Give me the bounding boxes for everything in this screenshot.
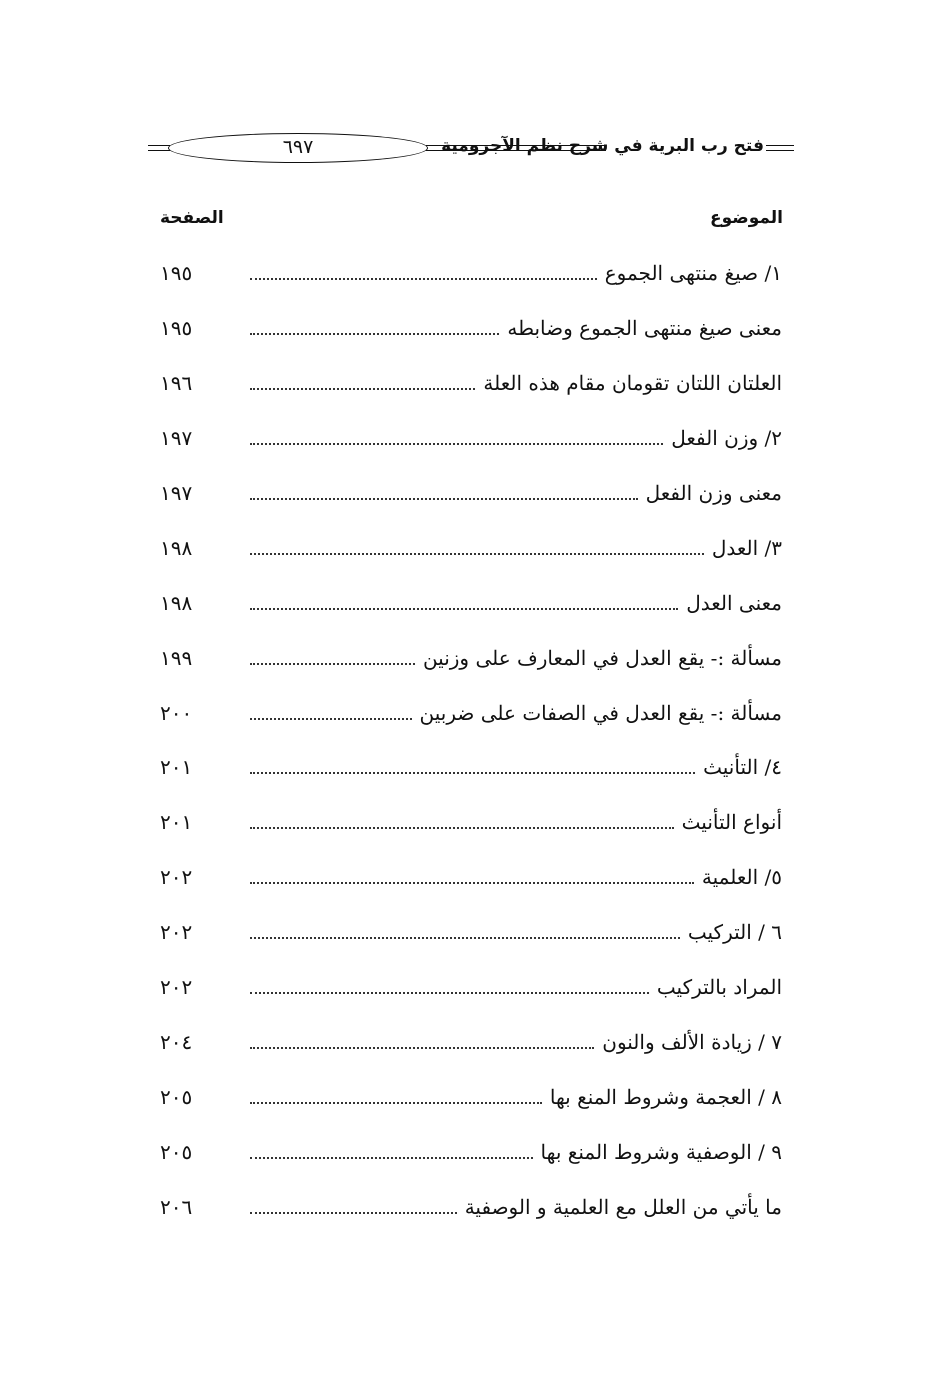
toc-entry-title: ٨ / العجمة وشروط المنع بها bbox=[549, 1084, 782, 1109]
toc-entry bbox=[160, 1124, 782, 1179]
toc-entry bbox=[160, 411, 782, 466]
toc-entry-title: ما يأتي من العلل مع العلمية و الوصفية bbox=[464, 1194, 782, 1219]
toc-entry-title: ٣/ العدل bbox=[711, 535, 782, 560]
toc-entry bbox=[160, 1179, 782, 1234]
toc-entry bbox=[160, 301, 782, 356]
toc-entry-title: ٥/ العلمية bbox=[701, 865, 782, 890]
dot-leader bbox=[250, 333, 499, 335]
dot-leader bbox=[250, 992, 649, 994]
toc-entry-page: ١٩٩ bbox=[160, 645, 193, 670]
toc-entry-title: المراد بالتركيب bbox=[656, 975, 782, 1000]
toc-entry-title: ٢/ وزن الفعل bbox=[671, 426, 782, 451]
dot-leader bbox=[250, 718, 412, 720]
toc-entry bbox=[160, 630, 782, 685]
toc-entry-page: ٢٠١ bbox=[160, 755, 193, 780]
toc-entry-page: ١٩٨ bbox=[160, 535, 193, 560]
toc-entry-title: ١/ صيغ منتهى الجموع bbox=[604, 261, 782, 286]
toc-entry bbox=[160, 246, 782, 301]
toc-entry-title: معنى صيغ منتهى الجموع وضابطه bbox=[507, 316, 782, 341]
toc-entry bbox=[160, 960, 782, 1015]
topic-column-heading: الموضوع bbox=[710, 208, 783, 228]
dot-leader bbox=[250, 1157, 533, 1159]
toc-entry-page: ١٩٥ bbox=[160, 261, 193, 286]
toc-entry-title: مسألة :- يقع العدل في المعارف على وزنين bbox=[422, 645, 782, 670]
page-number: ٦٩٧ bbox=[168, 133, 428, 163]
toc-entry bbox=[160, 1069, 782, 1124]
toc-entry bbox=[160, 905, 782, 960]
toc-entry bbox=[160, 685, 782, 740]
header-rule-right bbox=[766, 145, 794, 151]
toc-entry-page: ٢٠٦ bbox=[160, 1194, 193, 1219]
dot-leader bbox=[250, 1102, 542, 1104]
dot-leader bbox=[250, 772, 695, 774]
toc-entry-page: ١٩٥ bbox=[160, 316, 193, 341]
dot-leader bbox=[250, 443, 663, 445]
toc-entry bbox=[160, 575, 782, 630]
toc-entry-page: ٢٠٢ bbox=[160, 975, 193, 1000]
dot-leader bbox=[250, 882, 694, 884]
toc-entry-title: ٩ / الوصفية وشروط المنع بها bbox=[540, 1139, 782, 1164]
toc-entry-page: ١٩٧ bbox=[160, 426, 193, 451]
toc-entry-page: ٢٠٤ bbox=[160, 1029, 193, 1054]
toc-entry-page: ٢٠٥ bbox=[160, 1139, 193, 1164]
toc-entry bbox=[160, 466, 782, 521]
table-of-contents bbox=[160, 246, 782, 1234]
toc-entry bbox=[160, 740, 782, 795]
book-title: فتح رب البرية في شرح نظم الآجرومية bbox=[441, 136, 764, 156]
toc-entry-page: ٢٠٠ bbox=[160, 700, 193, 725]
toc-entry-title: العلتان اللتان تقومان مقام هذه العلة bbox=[483, 371, 782, 396]
dot-leader bbox=[250, 278, 597, 280]
running-header bbox=[148, 128, 794, 168]
dot-leader bbox=[250, 498, 638, 500]
toc-entry-title: ٧ / زيادة الألف والنون bbox=[602, 1029, 782, 1054]
dot-leader bbox=[250, 663, 415, 665]
toc-entry-title: ٦ / التركيب bbox=[687, 920, 782, 945]
toc-entry bbox=[160, 520, 782, 575]
toc-entry-page: ١٩٨ bbox=[160, 590, 193, 615]
toc-entry-page: ٢٠٢ bbox=[160, 920, 193, 945]
toc-entry-title: مسألة :- يقع العدل في الصفات على ضربين bbox=[419, 700, 782, 725]
dot-leader bbox=[250, 1047, 594, 1049]
toc-entry bbox=[160, 356, 782, 411]
toc-entry-title: معنى العدل bbox=[686, 590, 782, 615]
dot-leader bbox=[250, 553, 704, 555]
toc-entry bbox=[160, 850, 782, 905]
header-rule-left bbox=[148, 145, 170, 151]
dot-leader bbox=[250, 608, 678, 610]
toc-entry-title: ٤/ التأنيث bbox=[703, 755, 782, 780]
toc-entry-page: ٢٠١ bbox=[160, 810, 193, 835]
toc-entry-title: أنواع التأنيث bbox=[681, 810, 782, 835]
toc-entry-page: ٢٠٢ bbox=[160, 865, 193, 890]
page-column-heading: الصفحة bbox=[160, 208, 224, 228]
toc-entry-page: ١٩٦ bbox=[160, 371, 193, 396]
toc-entry-page: ١٩٧ bbox=[160, 481, 193, 505]
dot-leader bbox=[250, 388, 475, 390]
toc-entry bbox=[160, 1014, 782, 1069]
dot-leader bbox=[250, 937, 680, 939]
toc-entry bbox=[160, 795, 782, 850]
toc-entry-title: معنى وزن الفعل bbox=[645, 481, 782, 505]
dot-leader bbox=[250, 827, 674, 829]
toc-entry-page: ٢٠٥ bbox=[160, 1084, 193, 1109]
dot-leader bbox=[250, 1212, 457, 1214]
